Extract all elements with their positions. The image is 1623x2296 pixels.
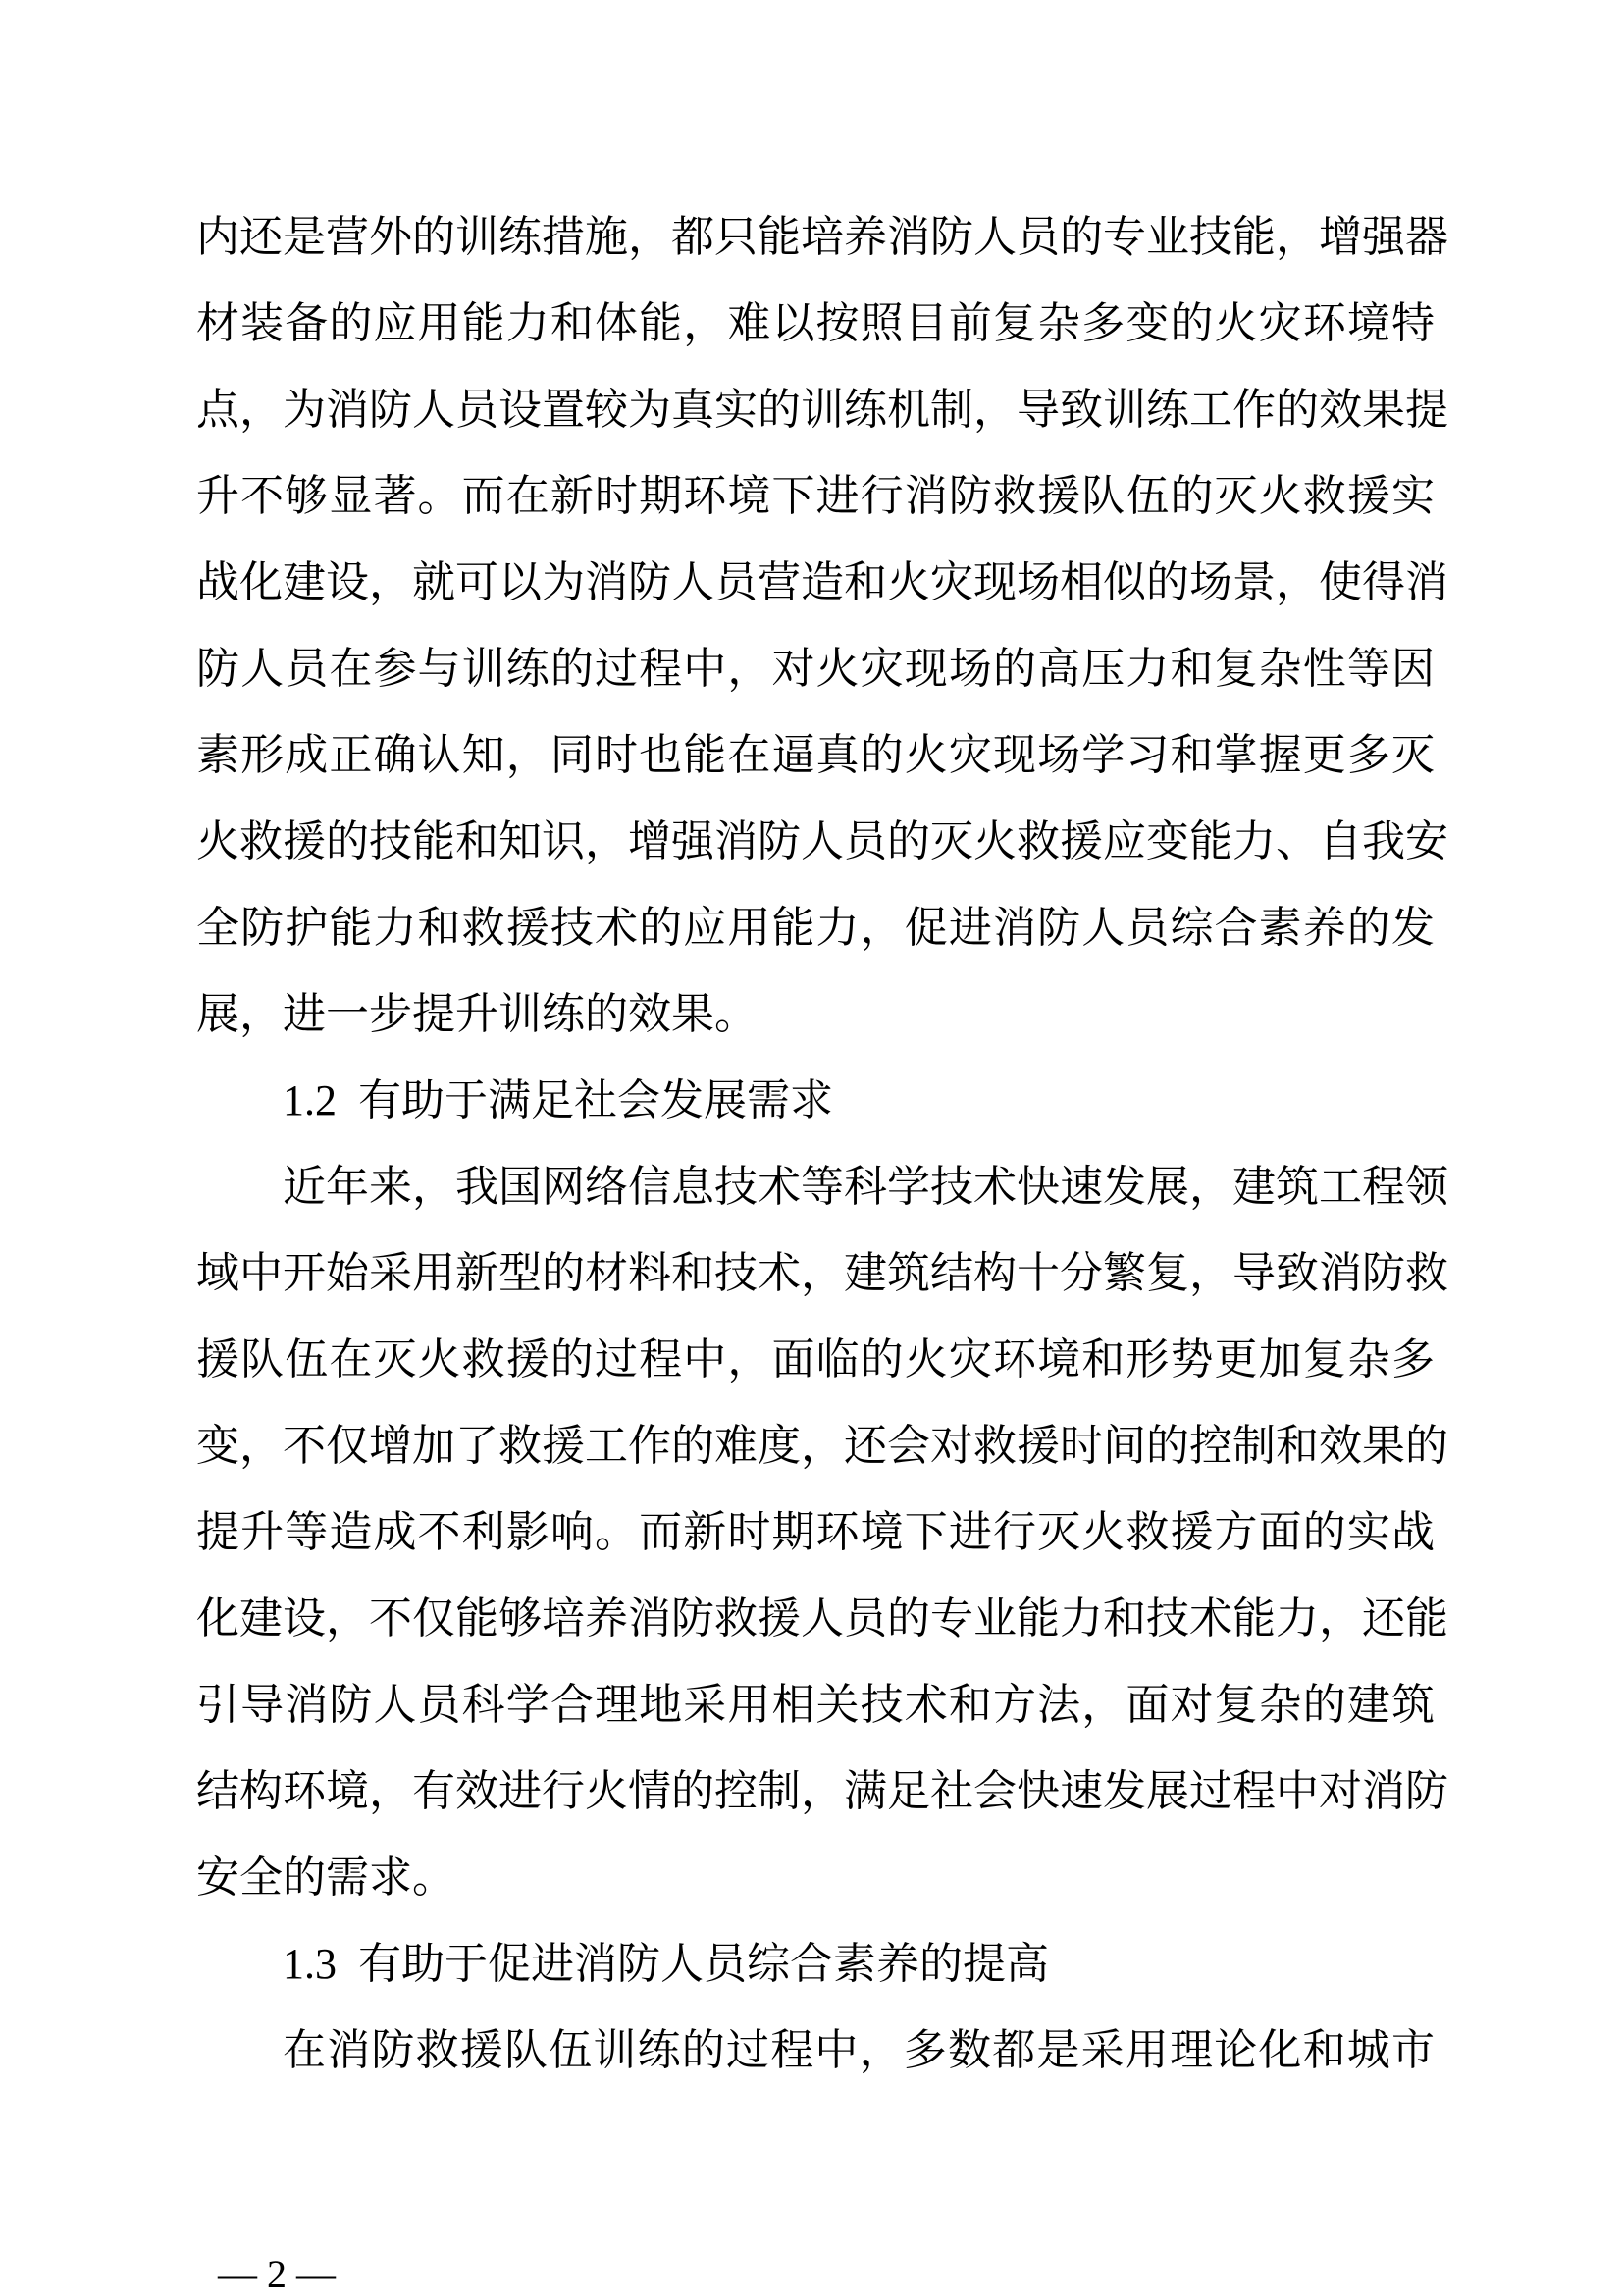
text-line: 升不够显著。而在新时期环境下进行消防救援队伍的灭火救援实 [196, 471, 1435, 521]
text-line: 火救援的技能和知识，增强消防人员的灭火救援应变能力、自我安 [196, 816, 1448, 866]
text-line: 素形成正确认知，同时也能在逼真的火灾现场学习和掌握更多灭 [196, 730, 1435, 780]
text-line: 在消防救援队伍训练的过程中，多数都是采用理论化和城市 [283, 2025, 1435, 2075]
page-number: — 2 — [218, 2252, 336, 2296]
text-line: 战化建设，就可以为消防人员营造和火灾现场相似的场景，使得消 [196, 557, 1448, 607]
section-number: 1.3 [283, 1940, 337, 1988]
text-line: 全防护能力和救援技术的应用能力，促进消防人员综合素养的发 [196, 903, 1435, 953]
text-line: 材装备的应用能力和体能，难以按照目前复杂多变的火灾环境特 [196, 298, 1435, 348]
text-line: 结构环境，有效进行火情的控制，满足社会快速发展过程中对消防 [196, 1766, 1448, 1816]
text-line: 内还是营外的训练措施，都只能培养消防人员的专业技能，增强器 [196, 212, 1448, 262]
text-line: 引导消防人员科学合理地采用相关技术和方法，面对复杂的建筑 [196, 1680, 1435, 1730]
section-title: 有助于满足社会发展需求 [358, 1075, 833, 1125]
text-line: 变，不仅增加了救援工作的难度，还会对救援时间的控制和效果的 [196, 1421, 1448, 1471]
text-line: 展，进一步提升训练的效果。 [196, 989, 758, 1039]
section-title: 有助于促进消防人员综合素养的提高 [358, 1939, 1049, 1989]
text-line: 提升等造成不利影响。而新时期环境下进行灭火救援方面的实战 [196, 1507, 1435, 1557]
text-line: 点，为消防人员设置较为真实的训练机制，导致训练工作的效果提 [196, 385, 1448, 435]
section-heading [283, 1071, 833, 1130]
text-line: 援队伍在灭火救援的过程中，面临的火灾环境和形势更加复杂多 [196, 1334, 1435, 1384]
section-number: 1.2 [283, 1076, 337, 1124]
text-line: 安全的需求。 [196, 1852, 455, 1903]
text-line: 近年来，我国网络信息技术等科学技术快速发展，建筑工程领 [283, 1162, 1448, 1212]
section-heading [283, 1935, 1049, 1994]
text-line: 化建设，不仅能够培养消防救援人员的专业能力和技术能力，还能 [196, 1593, 1448, 1644]
text-line: 域中开始采用新型的材料和技术，建筑结构十分繁复，导致消防救 [196, 1248, 1448, 1298]
text-line: 防人员在参与训练的过程中，对火灾现场的高压力和复杂性等因 [196, 644, 1435, 694]
